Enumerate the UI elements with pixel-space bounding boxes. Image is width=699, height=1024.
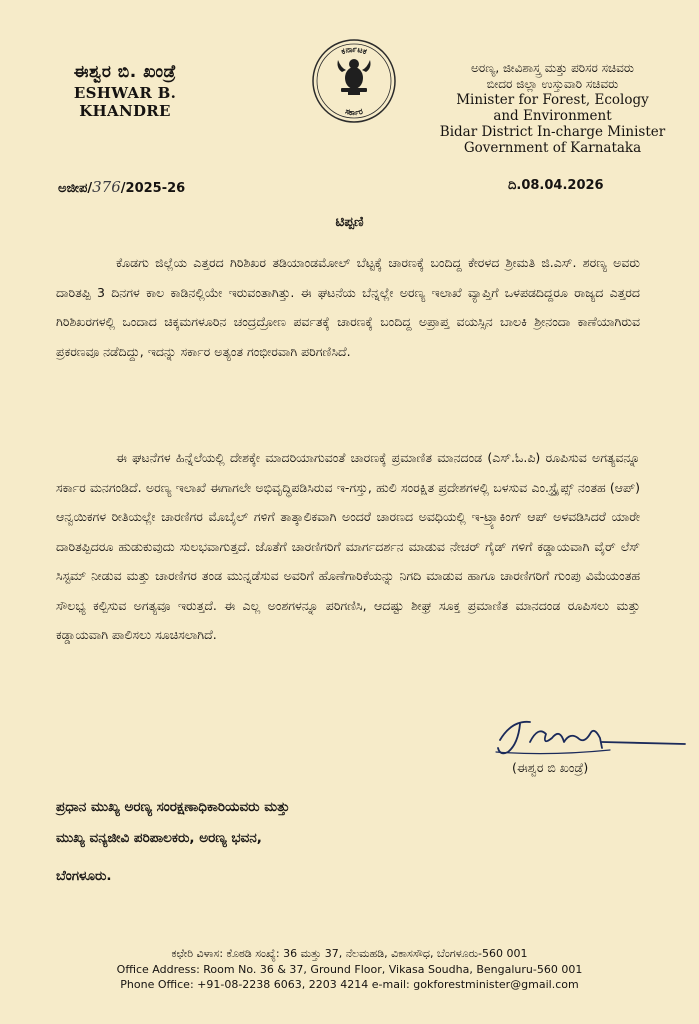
reference-suffix: /2025-26	[120, 181, 186, 196]
footer-office-address-kannada: ಕಛೇರಿ ವಿಳಾಸ: ಕೊಠಡಿ ಸಂಖ್ಯೆ: 36 ಮತ್ತು 37, ನೆಲಮಹಡಿ, ವಿಕಾಸಸೌಧ, ಬೆಂಗಳೂರು-560 001	[171, 947, 528, 960]
minister-designation-block	[420, 60, 685, 156]
svg-text:ಸರ್ಕಾರ	[344, 106, 364, 117]
addressee-city: ಬೆಂಗಳೂರು.	[56, 868, 112, 884]
footer-office-address-english: Office Address: Room No. 36 & 37, Ground Floor, Vikasa Soudha, Bengaluru-560 001	[116, 963, 583, 976]
karnataka-emblem-icon	[311, 38, 397, 124]
signatory-name: (ಈಶ್ವರ ಬಿ ಖಂಡ್ರೆ)	[512, 760, 589, 775]
svg-text:ಕರ್ನಾಟಕ	[340, 45, 368, 57]
handwritten-signature	[490, 712, 690, 764]
emblem-text-bottom: ಸರ್ಕಾರ	[344, 106, 364, 118]
addressee-line2: ಮುಖ್ಯ ವನ್ಯಜೀವಿ ಪರಿಪಾಲಕರು, ಅರಣ್ಯ ಭವನ,	[56, 830, 262, 846]
addressee-block	[56, 792, 476, 854]
reference-number	[58, 178, 185, 196]
minister-name-kannada: ಈಶ್ವರ ಬಿ. ಖಂಡ್ರೆ	[73, 62, 177, 82]
footer-contact-line: Phone Office: +91-08-2238 6063, 2203 4214 e-mail: gokforestminister@gmail.com	[120, 978, 579, 991]
reference-prefix: ಅಜೀಪ/	[58, 181, 93, 196]
addressee-line1: ಪ್ರಧಾನ ಮುಖ್ಯ ಅರಣ್ಯ ಸಂರಕ್ಷಣಾಧಿಕಾರಿಯವರು ಮತ್ತು	[56, 799, 290, 815]
letter-date: ದಿ.08.04.2026	[508, 178, 604, 193]
designation-english-line3: Bidar District In-charge Minister	[439, 124, 666, 140]
body-paragraph-2: ಈ ಘಟನೆಗಳ ಹಿನ್ನೆಲೆಯಲ್ಲಿ ದೇಶಕ್ಕೇ ಮಾದರಿಯಾಗುವಂತೆ ಚಾರಣಕ್ಕೆ ಪ್ರಮಾಣಿತ ಮಾನದಂಡ (ಎಸ್.ಓ.ಪಿ) ರೂಪಿಸುವ ಅಗತ್ಯವನ್ನೂ ಸರ್ಕಾರ ಮನಗಂಡಿದೆ. ಅರಣ್ಯ ಇಲಾಖೆ ಈಗಾಗಲೇ ಅಭಿವೃದ್ಧಿಪಡಿಸಿರುವ ಇ-ಗಸ್ತು, ಹುಲಿ ಸಂರಕ್ಷಿತ ಪ್ರದೇಶಗಳಲ್ಲಿ ಬಳಸುವ ಎಂ.ಸ್ಟ್ರೈಪ್ಸ್ ನಂತಹ (ಆಪ್) ಆನ್ವಯಿಕಗಳ ರೀತಿಯಲ್ಲೇ ಚಾರಣಿಗರ ಮೊಬೈಲ್ ಗಳಿಗೆ ತಾತ್ಕಾಲಿಕವಾಗಿ ಅಂದರೆ ಚಾರಣದ ಅವಧಿಯಲ್ಲಿ ಇ-ಟ್ರ್ಯಾಕಿಂಗ್ ಆಪ್ ಅಳವಡಿಸಿದರೆ ಯಾರೇ ದಾರಿತಪ್ಪಿದರೂ ಹುಡುಕುವುದು ಸುಲಭವಾಗುತ್ತದೆ. ಜೊತೆಗೆ ಚಾರಣಿಗರಿಗೆ ಮಾರ್ಗದರ್ಶನ ಮಾಡುವ ನೇಚರ್ ಗೈಡ್ ಗಳಿಗೆ ಕಡ್ಡಾಯವಾಗಿ ವೈರ್ ಲೆಸ್ ಸಿಸ್ಟಮ್ ನೀಡುವ ಮತ್ತು ಚಾರಣಿಗರ ತಂಡ ಮುನ್ನಡೆಸುವ ಅವರಿಗೆ ಹೊಣೆಗಾರಿಕೆಯನ್ನು ನಿಗದಿ ಮಾಡುವ ಹಾಗೂ ಚಾರಣಿಗರಿಗೆ ಗುಂಪು ವಿಮೆಯಂತಹ ಸೌಲಭ್ಯ ಕಲ್ಪಿಸುವ ಅಗತ್ಯವೂ ಇರುತ್ತದೆ. ಈ ಎಲ್ಲ ಅಂಶಗಳನ್ನೂ ಪರಿಗಣಿಸಿ, ಆದಷ್ಟು ಶೀಘ್ರ ಸೂಕ್ತ ಪ್ರಮಾಣಿತ ಮಾನದಂಡ ರೂಪಿಸಲು ಮತ್ತು ಕಡ್ಡಾಯವಾಗಿ ಪಾಲಿಸಲು ಸೂಚಿಸಲಾಗಿದೆ.	[56, 450, 640, 642]
designation-kannada-line2: ಬೀದರ ಜಿಲ್ಲಾ ಉಸ್ತುವಾರಿ ಸಚಿವರು	[486, 77, 619, 91]
letter-footer	[0, 945, 699, 992]
subject-heading: ಟಿಪ್ಪಣಿ	[335, 214, 364, 230]
body-paragraph-1: ಕೊಡಗು ಜಿಲ್ಲೆಯ ಎತ್ತರದ ಗಿರಿಶಿಖರ ತಡಿಯಾಂಡಮೋಲ್ ಬೆಟ್ಟಕ್ಕೆ ಚಾರಣಕ್ಕೆ ಬಂದಿದ್ದ ಕೇರಳದ ಶ್ರೀಮತಿ ಜಿ.ಎಸ್. ಶರಣ್ಯ ಅವರು ದಾರಿತಪ್ಪಿ 3 ದಿನಗಳ ಕಾಲ ಕಾಡಿನಲ್ಲಿಯೇ ಇರುವಂತಾಗಿತ್ತು. ಈ ಘಟನೆಯ ಬೆನ್ನಲ್ಲೇ ಅರಣ್ಯ ಇಲಾಖೆ ವ್ಯಾಪ್ತಿಗೆ ಒಳಪಡದಿದ್ದರೂ ರಾಜ್ಯದ ಎತ್ತರದ ಗಿರಿಶಿಖರಗಳಲ್ಲಿ ಒಂದಾದ ಚಿಕ್ಕಮಗಳೂರಿನ ಚಂದ್ರದ್ರೋಣ ಪರ್ವತಕ್ಕೆ ಚಾರಣಕ್ಕೆ ಬಂದಿದ್ದ ಅಪ್ರಾಪ್ತ ವಯಸ್ಸಿನ ಬಾಲಕಿ ಶ್ರೀನಂದಾ ಕಾಣೆಯಾಗಿರುವ ಪ್ರಕರಣವೂ ನಡೆದಿದ್ದು, ಇದನ್ನು ಸರ್ಕಾರ ಅತ್ಯಂತ ಗಂಭೀರವಾಗಿ ಪರಿಗಣಿಸಿದೆ.	[56, 255, 640, 359]
minister-name-block	[30, 62, 220, 120]
designation-kannada-line1: ಅರಣ್ಯ, ಜೀವಿಶಾಸ್ತ್ರ ಮತ್ತು ಪರಿಸರ ಸಚಿವರು	[471, 61, 634, 75]
designation-english-line4: Government of Karnataka	[463, 140, 642, 156]
designation-english-line2: and Environment	[493, 108, 612, 124]
reference-handwritten-number: 376	[92, 178, 121, 196]
emblem-text-top: ಕರ್ನಾಟಕ	[339, 44, 369, 57]
minister-name-english: ESHWAR B. KHANDRE	[73, 84, 177, 120]
designation-english-line1: Minister for Forest, Ecology	[456, 92, 649, 108]
